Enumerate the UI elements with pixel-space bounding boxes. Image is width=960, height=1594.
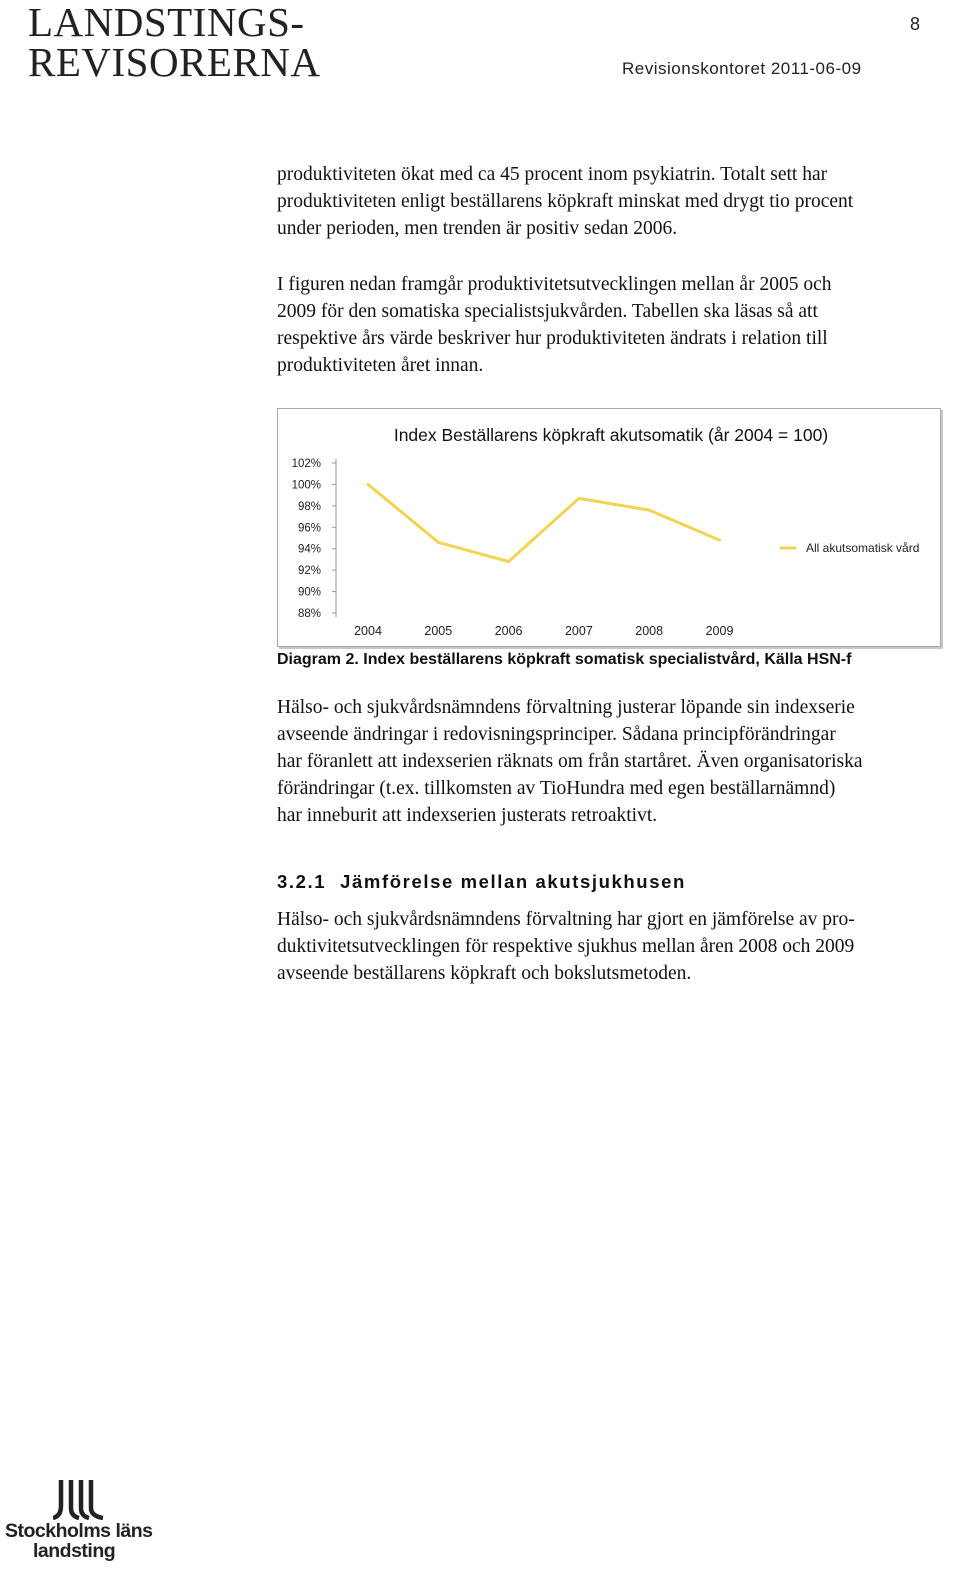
data-point bbox=[437, 541, 440, 544]
y-tick-label: 100% bbox=[291, 479, 321, 492]
y-tick-label: 96% bbox=[297, 522, 321, 535]
x-tick-label: 2008 bbox=[635, 624, 664, 638]
text-line: Hälso- och sjukvårdsnämndens förvaltning justerar löpande sin indexserie bbox=[277, 697, 855, 718]
data-point bbox=[648, 509, 651, 512]
paragraph-4 bbox=[277, 906, 947, 987]
x-tick-label: 2005 bbox=[424, 624, 453, 638]
data-point bbox=[367, 483, 370, 486]
series-line bbox=[368, 484, 720, 561]
text-line: I figuren nedan framgår produktivitetsutvecklingen mellan år 2005 och bbox=[277, 274, 832, 295]
x-tick-label: 2009 bbox=[705, 624, 734, 638]
landstingsrevisorerna-logo bbox=[28, 0, 321, 85]
data-point bbox=[507, 560, 510, 563]
y-tick-label: 90% bbox=[297, 586, 321, 599]
text-line: Hälso- och sjukvårdsnämndens förvaltning har gjort en jämförelse av pro- bbox=[277, 909, 855, 930]
text-line: produktiviteten enligt beställarens köpkraft minskat med drygt tio procent bbox=[277, 191, 854, 212]
text-line: duktivitetsutvecklingen för respektive sjukhus mellan åren 2008 och 2009 bbox=[277, 936, 855, 957]
text-line: produktiviteten ökat med ca 45 procent inom psykiatrin. Totalt sett har bbox=[277, 164, 828, 185]
data-point bbox=[718, 539, 721, 542]
paragraph-3 bbox=[277, 694, 947, 829]
text-line: 2009 för den somatiska specialistsjukvården. Tabellen ska läsas så att bbox=[277, 301, 818, 322]
y-tick-label: 98% bbox=[297, 500, 321, 513]
paragraph-2 bbox=[277, 271, 947, 379]
y-tick-label: 102% bbox=[291, 458, 321, 470]
logo-line-1: LANDSTINGS- bbox=[28, 0, 305, 45]
section-title: Jämförelse mellan akutsjukhusen bbox=[340, 871, 686, 892]
x-tick-label: 2007 bbox=[564, 624, 593, 638]
text-line: respektive års värde beskriver hur produktiviteten ändrats i relation till bbox=[277, 328, 828, 349]
landsting-emblem-icon bbox=[53, 1478, 105, 1520]
x-tick-label: 2006 bbox=[494, 624, 523, 638]
y-tick-label: 92% bbox=[297, 565, 321, 578]
section-heading bbox=[277, 871, 686, 893]
footer-logo-line-1: Stockholms läns bbox=[5, 1520, 153, 1542]
chart-svg bbox=[278, 409, 940, 646]
text-line: har inneburit att indexserien justerats retroaktivt. bbox=[277, 805, 658, 826]
legend-label: All akutsomatisk vård bbox=[806, 541, 920, 555]
text-line: har föranlett att indexserien räknats om från startåret. Även organisatoriska bbox=[277, 751, 863, 772]
text-line: förändringar (t.ex. tillkomsten av TioHundra med egen beställarnämnd) bbox=[277, 778, 836, 799]
y-tick-label: 94% bbox=[297, 543, 321, 556]
diagram-caption: Diagram 2. Index beställarens köpkraft somatisk specialistvård, Källa HSN-f bbox=[277, 651, 852, 668]
section-number: 3.2.1 bbox=[277, 871, 327, 892]
logo-line-2: REVISORERNA bbox=[28, 39, 321, 85]
footer-logo-line-2: landsting bbox=[33, 1540, 116, 1562]
chart-title: Index Beställarens köpkraft akutsomatik (år 2004 = 100) bbox=[393, 425, 829, 445]
text-line: avseende beställarens köpkraft och bokslutsmetoden. bbox=[277, 963, 692, 984]
y-tick-label: 88% bbox=[297, 608, 321, 620]
page-number: 8 bbox=[909, 14, 920, 34]
text-line: avseende ändringar i redovisningsprinciper. Sådana principförändringar bbox=[277, 724, 836, 745]
office-date: Revisionskontoret 2011-06-09 bbox=[622, 59, 862, 78]
stockholms-lans-landsting-logo bbox=[5, 1478, 165, 1568]
text-line: under perioden, men trenden är positiv sedan 2006. bbox=[277, 218, 678, 239]
x-tick-label: 2004 bbox=[354, 624, 382, 638]
paragraph-1 bbox=[277, 161, 947, 242]
productivity-index-chart bbox=[277, 408, 941, 647]
text-line: produktiviteten året innan. bbox=[277, 355, 484, 376]
data-point bbox=[577, 497, 580, 500]
